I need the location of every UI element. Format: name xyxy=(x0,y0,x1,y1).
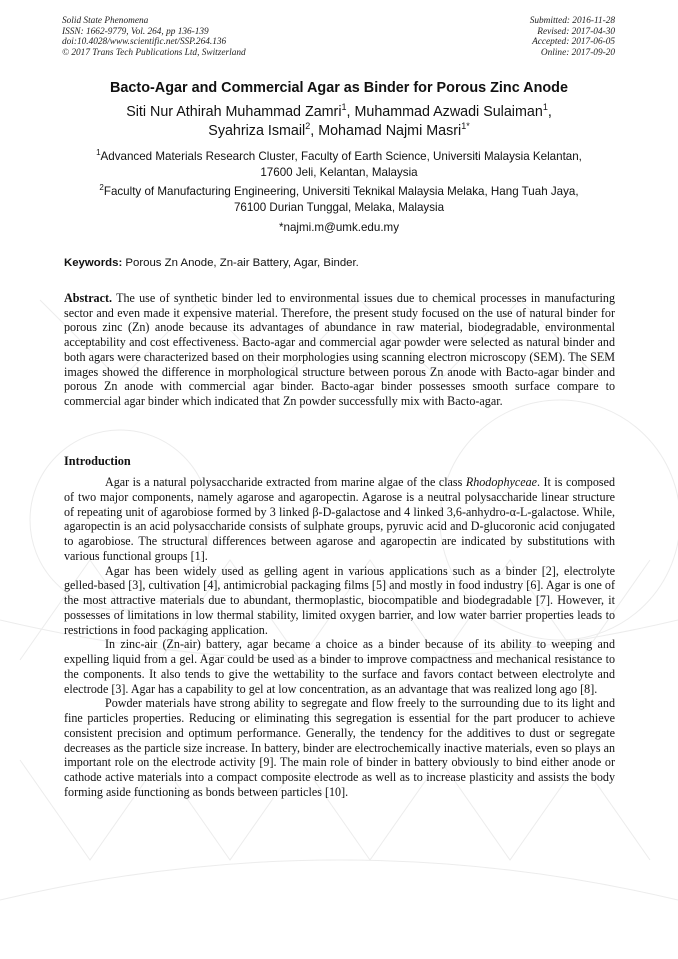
date-online: Online: 2017-09-20 xyxy=(540,47,615,58)
affiliation-number: 2 xyxy=(99,183,104,192)
affiliation-line: 76100 Durian Tunggal, Melaka, Malaysia xyxy=(233,200,445,214)
journal-info xyxy=(62,16,246,58)
journal-doi[interactable]: doi:10.4028/www.scientific.net/SSP.264.136 xyxy=(62,37,227,48)
introduction-body xyxy=(64,475,615,800)
abstract xyxy=(64,291,615,409)
author-affiliation-mark: 1 xyxy=(542,102,548,112)
keywords-label: Keywords: xyxy=(64,257,123,269)
date-submitted: Submitted: 2016-11-28 xyxy=(529,16,615,26)
publication-dates xyxy=(530,16,615,58)
affiliation-line: 17600 Jeli, Kelantan, Malaysia xyxy=(260,165,418,179)
abstract-text: The use of synthetic binder led to environmental issues due to chemical processes in manufacturing sector and even made it expensive material. Therefore, the present study focused on the use of natural binder for porous zinc (Zn) anode because its advantages of abundance in raw material, biodegradable, environmental acceptability and cost effectiveness. Bacto-agar and commercial agar powder were selected as natural binder and both agars were characterized based on their morphologies using scanning electron microscopy (SEM). The SEM images showed the difference in morphological structure between porous Zn anode with Bacto-agar binder and porous Zn anode with commercial agar binder. Bacto-agar binder possesses smooth surface compare to commercial agar binder which indicated that Zn powder successfully mix with Bacto-agar. xyxy=(64,291,615,408)
date-accepted: Accepted: 2017-06-05 xyxy=(532,37,615,48)
affiliation-2 xyxy=(40,184,638,215)
author-name: Muhammad Azwadi Sulaiman xyxy=(354,104,543,120)
author-affiliation-mark: 1* xyxy=(461,120,470,131)
affiliation-1 xyxy=(40,149,638,180)
paragraph: In zinc-air (Zn-air) battery, agar became a choice as a binder because of its ability to weeping and expelling liquid from a gel. Agar could be used as a binder to improve compactness and mechanical resistance to the components. It also tends to give the wettability to the surface and favors contact between electrolyte and electrode [3]. Agar has a capability to gel at low concentration, as an advantage that was realized long ago [8]. xyxy=(64,637,615,696)
author-name: Mohamad Najmi Masri xyxy=(318,122,462,139)
author-name: Siti Nur Athirah Muhammad Zamri xyxy=(126,104,342,120)
paragraph xyxy=(64,475,615,564)
abstract-label: Abstract. xyxy=(64,291,113,305)
keywords xyxy=(64,257,614,269)
taxon-name: Rhodophyceae xyxy=(465,475,538,489)
author-affiliation-mark: 1 xyxy=(341,102,347,112)
corresponding-email[interactable]: *najmi.m@umk.edu.my xyxy=(278,221,399,234)
paragraph-text: . It is composed of two major components, namely agarose and agaropectin. Agarose is a neutral polysaccharide linear structure of repeating unit of agarobiose formed by 3 linked β-D-galactose and 4 linked 3,6-anhydro-α-L-galactose. While, agaropectin is an acid polysaccharide consists of sulphate groups, pyruvic acid and D-glucoronic acid conjugated to agarobiose. The structural differences between agarose and agaropectin are indicated by substitutions with various functional groups [1]. xyxy=(64,475,615,563)
author-affiliation-mark: 2 xyxy=(305,120,311,131)
keywords-text: Porous Zn Anode, Zn-air Battery, Agar, Binder. xyxy=(122,257,359,269)
affiliation-line: Faculty of Manufacturing Engineering, Universiti Teknikal Malaysia Melaka, Hang Tuah Jaya, xyxy=(103,185,579,198)
journal-name: Solid State Phenomena xyxy=(62,16,149,26)
paragraph: Powder materials have strong ability to segregate and flow freely to the surrounding due to its light and fine particles properties. Reducing or eliminating this segregation is essential for the part producer to achieve consistent precision and optimum performance. Generally, the tendency for the additives to dust or segregate decreases as the particle size increase. In battery, binder are electrochemically inactive materials, even so plays an important role on the electrode activity [9]. The main role of binder in battery obviously to bind either anode or cathode active materials into a compact composite electrode as well as to increase plasticity and assists the body forming aside functioning as bonds between particles [10]. xyxy=(64,696,615,799)
date-revised: Revised: 2017-04-30 xyxy=(537,26,615,37)
journal-copyright: © 2017 Trans Tech Publications Ltd, Switzerland xyxy=(62,47,246,58)
author-list: Siti Nur Athirah Muhammad Zamri$^1$, Muhammad Azwadi Sulaiman$^1$, Syahriza Ismail$^2$, Mohamad Najmi Masri$^{1*}$ xyxy=(126,102,552,139)
journal-issn: ISSN: 1662-9779, Vol. 264, pp 136-139 xyxy=(62,26,209,37)
paragraph: Agar has been widely used as gelling agent in various applications such as a binder [2], electrolyte gelled-based [3], cultivation [4], antimicrobial packaging films [5] and mostly in food industry [6]. Agar is one of the most attractive materials due to abundant, thermoplastic, biocompatible and biodegradable [7]. However, it possesses of limitations in low thermal stability, limited oxygen barrier, and low water barrier properties leads to restrictions in food packaging application. xyxy=(64,563,615,637)
paragraph-text: Agar is a natural polysaccharide extracted from marine algae of the class xyxy=(105,475,466,489)
affiliation-number: 1 xyxy=(96,148,101,157)
paper-title: Bacto-Agar and Commercial Agar as Binder for Porous Zinc Anode xyxy=(110,80,568,96)
section-heading-introduction: Introduction xyxy=(64,454,131,468)
affiliation-line: Advanced Materials Research Cluster, Faculty of Earth Science, Universiti Malaysia Kelantan, xyxy=(100,150,582,163)
author-name: Syahriza Ismail xyxy=(208,122,306,139)
